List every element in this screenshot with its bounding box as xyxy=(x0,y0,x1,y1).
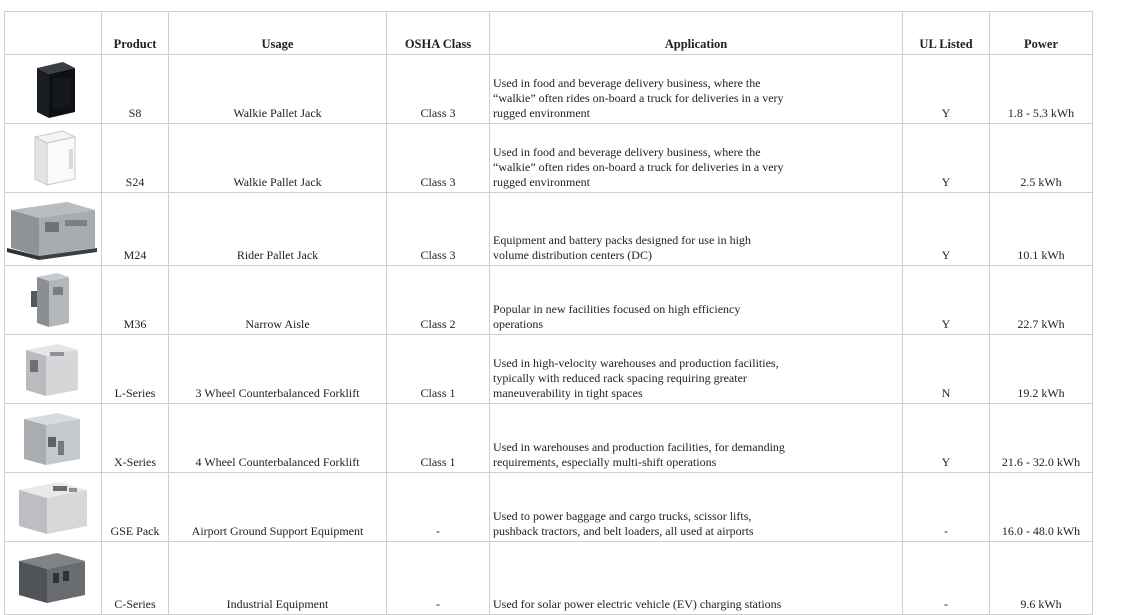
usage-cell: Rider Pallet Jack xyxy=(169,193,387,266)
power-cell: 10.1 kWh xyxy=(990,193,1093,266)
power-cell: 16.0 - 48.0 kWh xyxy=(990,473,1093,542)
l-series-battery-icon xyxy=(18,338,88,400)
application-cell xyxy=(490,404,903,473)
product-cell: C-Series xyxy=(102,542,169,615)
header-application: Application xyxy=(490,12,903,55)
product-table xyxy=(4,11,1093,615)
application-line: Used in food and beverage delivery business, where the xyxy=(493,76,761,90)
product-image-cell xyxy=(5,55,102,124)
usage-cell: Walkie Pallet Jack xyxy=(169,124,387,193)
osha-class-cell: - xyxy=(387,473,490,542)
product-image-cell xyxy=(5,266,102,335)
table-row xyxy=(5,335,1093,404)
power-cell: 1.8 - 5.3 kWh xyxy=(990,55,1093,124)
product-image-cell xyxy=(5,124,102,193)
application-cell xyxy=(490,473,903,542)
product-image-cell xyxy=(5,404,102,473)
usage-cell: Walkie Pallet Jack xyxy=(169,55,387,124)
narrow-aisle-battery-icon xyxy=(23,269,83,331)
ul-listed-cell: - xyxy=(903,542,990,615)
application-line: pushback tractors, and belt loaders, all used at airports xyxy=(493,524,754,538)
application-line: Used in high-velocity warehouses and production facilities, xyxy=(493,356,779,370)
application-line: typically with reduced rack spacing requiring greater xyxy=(493,371,747,385)
usage-cell: Industrial Equipment xyxy=(169,542,387,615)
product-cell: M36 xyxy=(102,266,169,335)
application-line: operations xyxy=(493,317,543,331)
product-cell: M24 xyxy=(102,193,169,266)
header-osha-class: OSHA Class xyxy=(387,12,490,55)
application-line: volume distribution centers (DC) xyxy=(493,248,652,262)
product-cell: S8 xyxy=(102,55,169,124)
ul-listed-cell: Y xyxy=(903,124,990,193)
application-line: requirements, especially multi-shift operations xyxy=(493,455,717,469)
table-row xyxy=(5,404,1093,473)
product-table-container xyxy=(4,11,1093,615)
application-line: rugged environment xyxy=(493,106,590,120)
black-battery-pack-icon xyxy=(23,58,83,120)
table-row xyxy=(5,473,1093,542)
gse-battery-pack-icon xyxy=(13,476,93,538)
osha-class-cell: Class 3 xyxy=(387,55,490,124)
usage-cell: Airport Ground Support Equipment xyxy=(169,473,387,542)
ul-listed-cell: Y xyxy=(903,404,990,473)
table-row xyxy=(5,124,1093,193)
osha-class-cell: Class 2 xyxy=(387,266,490,335)
application-line: “walkie” often rides on-board a truck for deliveries in a very xyxy=(493,91,784,105)
header-ul-listed: UL Listed xyxy=(903,12,990,55)
c-series-battery-icon xyxy=(13,547,93,609)
white-battery-pack-icon xyxy=(23,127,83,189)
product-image-cell xyxy=(5,335,102,404)
ul-listed-cell: Y xyxy=(903,55,990,124)
product-image-cell xyxy=(5,193,102,266)
osha-class-cell: Class 1 xyxy=(387,404,490,473)
product-image-cell xyxy=(5,473,102,542)
application-cell xyxy=(490,124,903,193)
rider-battery-pack-icon xyxy=(7,196,99,262)
application-line: rugged environment xyxy=(493,175,590,189)
ul-listed-cell: Y xyxy=(903,266,990,335)
table-row xyxy=(5,55,1093,124)
table-row xyxy=(5,266,1093,335)
header-power: Power xyxy=(990,12,1093,55)
table-row xyxy=(5,542,1093,615)
application-line: Equipment and battery packs designed for use in high xyxy=(493,233,751,247)
application-line: Used for solar power electric vehicle (EV) charging stations xyxy=(493,597,782,611)
product-cell: GSE Pack xyxy=(102,473,169,542)
header-row xyxy=(5,12,1093,55)
product-cell: S24 xyxy=(102,124,169,193)
application-line: Popular in new facilities focused on high efficiency xyxy=(493,302,741,316)
product-cell: X-Series xyxy=(102,404,169,473)
osha-class-cell: - xyxy=(387,542,490,615)
osha-class-cell: Class 3 xyxy=(387,124,490,193)
ul-listed-cell: - xyxy=(903,473,990,542)
ul-listed-cell: N xyxy=(903,335,990,404)
table-row xyxy=(5,193,1093,266)
usage-cell: 4 Wheel Counterbalanced Forklift xyxy=(169,404,387,473)
header-image xyxy=(5,12,102,55)
usage-cell: 3 Wheel Counterbalanced Forklift xyxy=(169,335,387,404)
osha-class-cell: Class 1 xyxy=(387,335,490,404)
header-usage: Usage xyxy=(169,12,387,55)
x-series-battery-icon xyxy=(18,407,88,469)
product-cell: L-Series xyxy=(102,335,169,404)
product-image-cell xyxy=(5,542,102,615)
power-cell: 22.7 kWh xyxy=(990,266,1093,335)
application-line: maneuverability in tight spaces xyxy=(493,386,643,400)
application-cell xyxy=(490,266,903,335)
usage-cell: Narrow Aisle xyxy=(169,266,387,335)
application-cell xyxy=(490,335,903,404)
header-product: Product xyxy=(102,12,169,55)
osha-class-cell: Class 3 xyxy=(387,193,490,266)
application-cell xyxy=(490,542,903,615)
power-cell: 2.5 kWh xyxy=(990,124,1093,193)
application-line: Used in food and beverage delivery business, where the xyxy=(493,145,761,159)
ul-listed-cell: Y xyxy=(903,193,990,266)
application-cell xyxy=(490,193,903,266)
application-cell xyxy=(490,55,903,124)
application-line: Used in warehouses and production facilities, for demanding xyxy=(493,440,785,454)
power-cell: 19.2 kWh xyxy=(990,335,1093,404)
application-line: Used to power baggage and cargo trucks, scissor lifts, xyxy=(493,509,752,523)
power-cell: 9.6 kWh xyxy=(990,542,1093,615)
application-line: “walkie” often rides on-board a truck for deliveries in a very xyxy=(493,160,784,174)
power-cell: 21.6 - 32.0 kWh xyxy=(990,404,1093,473)
